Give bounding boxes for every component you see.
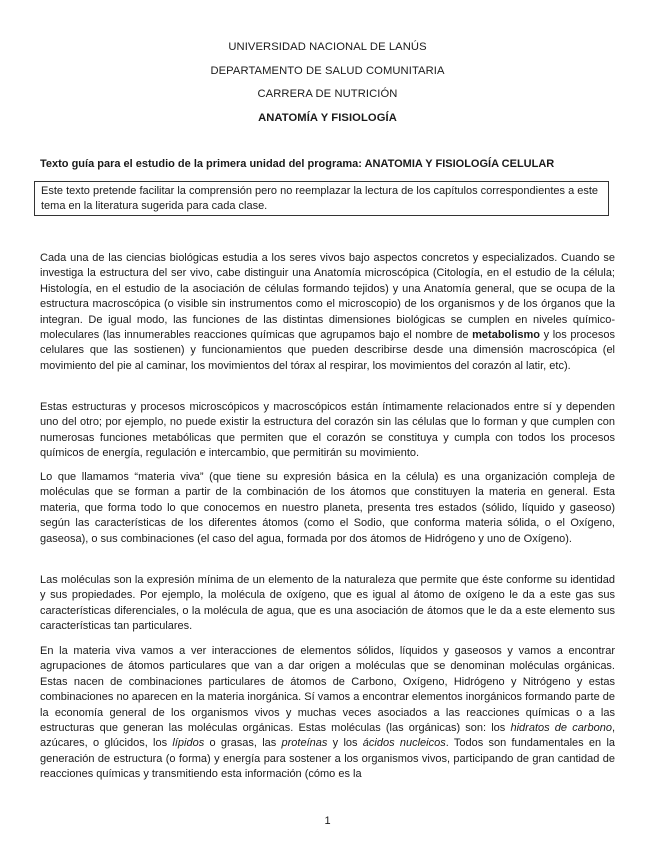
- paragraph-5-text-b: , azúcares, o glúcidos, los: [40, 722, 616, 750]
- university-heading: UNIVERSIDAD NACIONAL DE LANÚS: [228, 41, 427, 53]
- notice-text: Este texto pretende facilitar la comprensión pero no reemplazar la lectura de los capítulos correspondientes a este tema en la literatura sugerida para cada clase.: [41, 185, 599, 212]
- paragraph-1-text-b: y los procesos celulares que las sostienen) y funcionamientos que pueden describirse desde una dimensión macroscópica (el movimiento del pie al caminar, los movimientos del tórax al respirar, los movimientos del corazón al latir, etc).: [40, 329, 615, 372]
- term-lipidos: lípidos: [172, 737, 205, 750]
- paragraph-5-text-c: o grasas, las: [204, 737, 282, 750]
- term-proteinas: proteínas: [281, 737, 328, 750]
- paragraph-1: [40, 251, 615, 374]
- career-heading: CARRERA DE NUTRICIÓN: [257, 88, 398, 100]
- page-number: 1: [324, 815, 331, 827]
- paragraph-5: [40, 644, 615, 783]
- guide-subtitle: Texto guía para el estudio de la primera unidad del programa: ANATOMIA Y FISIOLOGÍA CELULAR: [40, 158, 555, 170]
- paragraph-2: Estas estructuras y procesos microscópicos y macroscópicos están íntimamente relacionados entre sí y dependen uno del otro; por ejemplo, no puede existir la estructura del corazón sin las células que lo forman y que cumplen con numerosas funciones metabólicas que permiten que el corazón se constituya y cumpla con todos los procesos químicos de energía, regulación e intercambio, que permitirán su movimiento.: [40, 401, 615, 460]
- paragraph-3: Lo que llamamos “materia viva” (que tiene su expresión básica en la célula) es una organización compleja de moléculas que se forman a partir de la combinación de los átomos que constituyen la materia en general. Esta materia, que forma todo lo que conocemos en nuestro planeta, presenta tres estados (sólido, líquido y gaseoso) según las características de los diferentes átomos (como el Sodio, que conforma materia sólida, o el Oxígeno, gaseosa), o sus combinaciones (el caso del agua, formada por dos átomos de Hidrógeno y uno de Oxígeno).: [40, 471, 615, 545]
- term-hidratos: hidratos de carbono: [510, 722, 612, 735]
- metabolismo-term: metabolismo: [472, 329, 540, 342]
- paragraph-5-text-a: En la materia viva vamos a ver interacciones de elementos sólidos, líquidos y gaseosos y vamos a encontrar agrupaciones de átomos particulares que van a dar origen a moléculas que se denominan moléculas orgánicas. Estas nacen de combinaciones particulares de átomos de Carbono, Oxígeno, Hidrógeno y Nitrógeno y estas combinaciones no aparecen en la materia inorgánica. Sí vamos a encontrar elementos inorgánicos formando parte de la economía general de los organismos vivos y muchas veces asociados a las reacciones químicas o a las estructuras que generan las moléculas orgánicas. Estas moléculas (las orgánicas) son: los: [40, 645, 615, 735]
- department-heading: DEPARTAMENTO DE SALUD COMUNITARIA: [210, 65, 445, 77]
- paragraph-5-text-e: . Todos son fundamentales en la generación de estructura (o forma) y energía para sostener a los organismos vivos, participando de gran cantidad de reacciones químicas y transmitiendo esta información (cómo es la: [40, 737, 616, 781]
- term-acidos-nucleicos: ácidos nucleicos: [362, 737, 446, 750]
- paragraph-1-text-a: Cada una de las ciencias biológicas estudia a los seres vivos bajo aspectos concretos y especializados. Cuando se investiga la estructura del ser vivo, cabe distinguir una Anatomía microscópica (Citología, en el estudio de la célula; Histología, en el estudio de la asociación de células formando tejidos) y una Anatomía general, que se ocupa de la estructura macroscópica (o visible sin instrumentos como el microscopio) de los organismos y de los órganos que la integran. De igual modo, las funciones de las distintas dimensiones biológicas se cumplen en niveles químico-moleculares (las innumerables reacciones químicas que agrupamos bajo el nombre de: [40, 252, 615, 342]
- paragraph-5-text-d: y los: [327, 737, 363, 750]
- paragraph-4: Las moléculas son la expresión mínima de un elemento de la naturaleza que permite que éste conforme su identidad y sus propiedades. Por ejemplo, la molécula de oxígeno, que es igual al átomo de oxígeno le da a este gas sus características diferenciales, o la molécula de agua, que es una asociación de átomos que le da a este elemento sus características tan particulares.: [40, 574, 615, 633]
- notice-box: [34, 181, 609, 216]
- subject-heading: ANATOMÍA Y FISIOLOGÍA: [258, 112, 397, 124]
